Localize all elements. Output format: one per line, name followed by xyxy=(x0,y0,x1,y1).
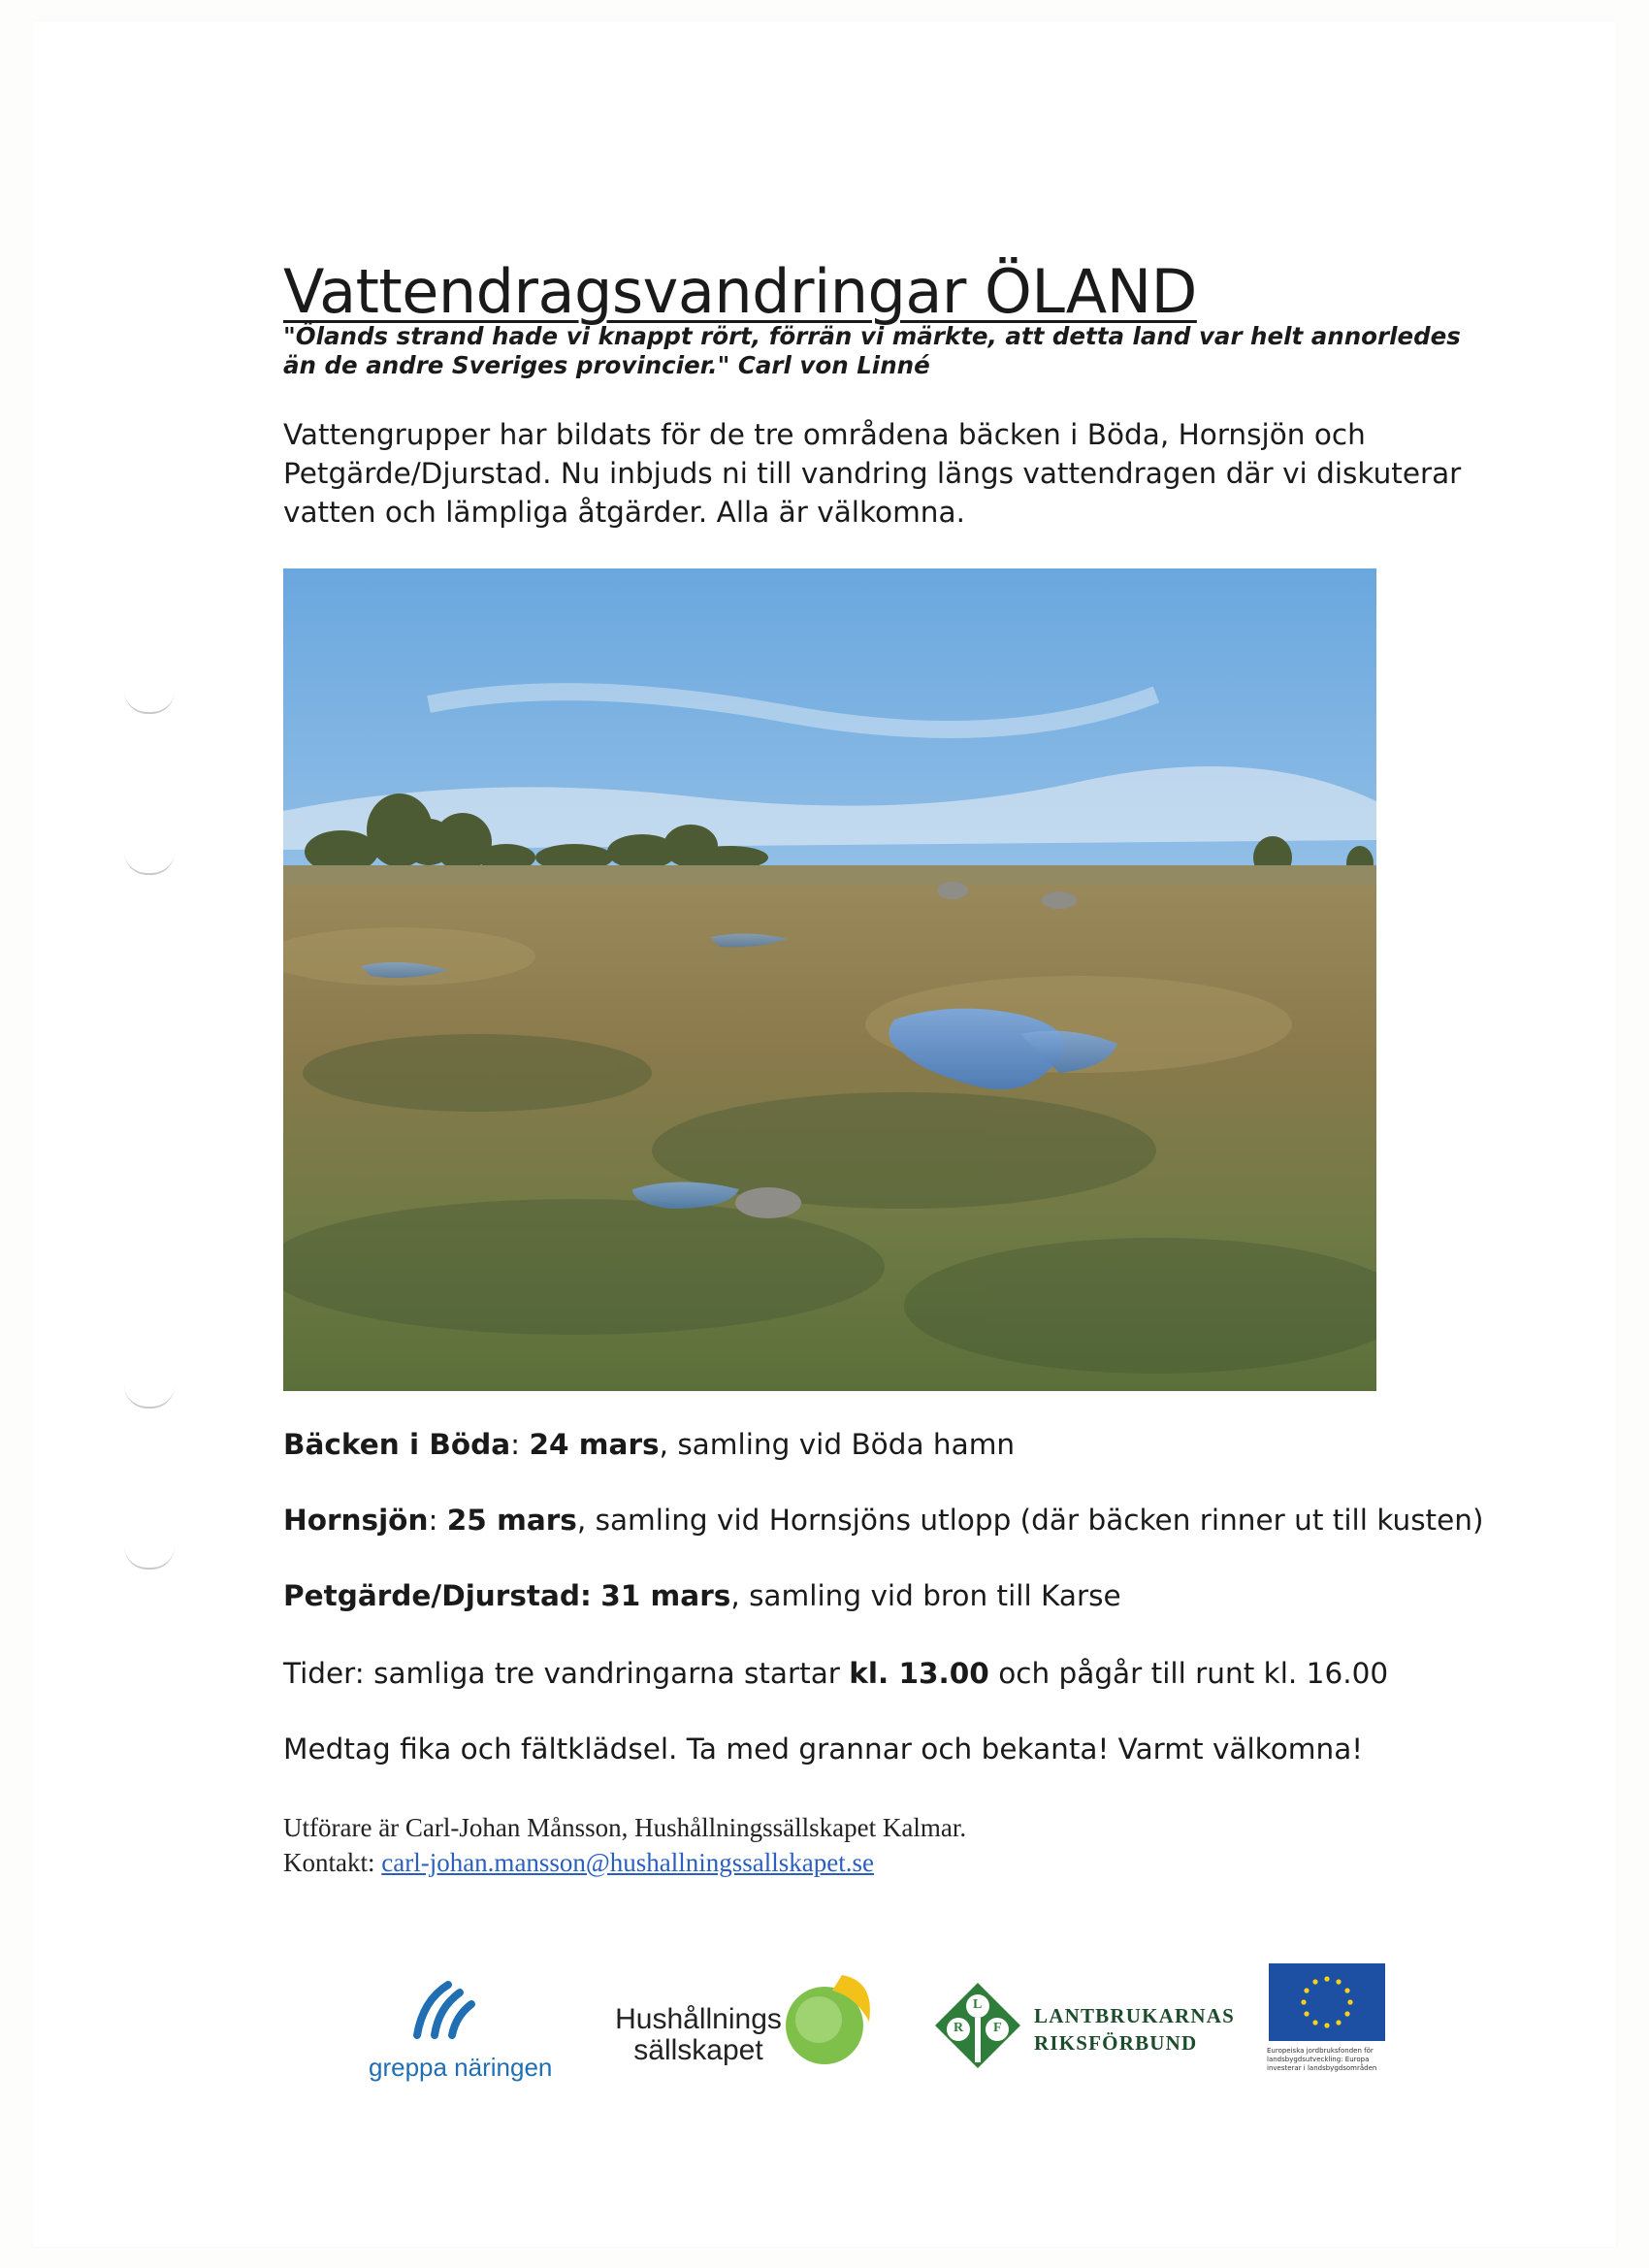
intro-paragraph: Vattengrupper har bildats för de tre områdena bäcken i Böda, Hornsjön och Petgärde/Djurstad. Nu inbjuds ni till vandring längs vattendragen där vi diskuterar vatten och lämpliga åtgärder. Alla är välkomna. xyxy=(283,418,1462,529)
times-prefix: Tider: samliga tre vandringarna startar xyxy=(283,1657,850,1690)
hush-emblem-icon xyxy=(774,1967,881,2074)
performer-line: Utförare är Carl-Johan Månsson, Hushållningssällskapet Kalmar. xyxy=(283,1813,967,1842)
event-hornsjon xyxy=(283,1504,1483,1537)
linne-quote: "Ölands strand hade vi knappt rört, förrän vi märkte, att detta land var helt annorledes än de andre Sveriges provincier." Carl von Linné xyxy=(283,322,1461,379)
lrf-label-line2: RIKSFÖRBUND xyxy=(1034,2031,1198,2055)
times-suffix: och pågår till runt kl. 16.00 xyxy=(988,1657,1389,1690)
lrf-letter: F xyxy=(993,2021,1002,2035)
event-petgarde xyxy=(283,1579,1121,1612)
lrf-logo xyxy=(931,1979,1242,2095)
eu-logo xyxy=(1267,1963,1397,2109)
event-place: Petgärde/Djurstad: xyxy=(283,1579,592,1612)
event-separator: : xyxy=(510,1428,530,1461)
hush-label xyxy=(611,2004,786,2066)
event-separator: : xyxy=(428,1504,447,1537)
event-place: Hornsjön xyxy=(283,1504,429,1537)
event-separator xyxy=(592,1579,600,1612)
event-date: 31 mars xyxy=(600,1579,731,1612)
greppa-label: greppa näringen xyxy=(369,2053,553,2082)
lrf-label xyxy=(1034,2002,1235,2057)
bring-line: Medtag fika och fältklädsel. Ta med grannar och bekanta! Varmt välkomna! xyxy=(283,1733,1364,1766)
event-boda xyxy=(283,1428,1015,1461)
hush-label-line2: sällskapet xyxy=(633,2034,763,2066)
times-line xyxy=(283,1657,1388,1690)
eu-flag-icon xyxy=(1269,1963,1385,2041)
landscape-photo xyxy=(283,568,1376,1391)
lrf-label-line1: LANTBRUKARNAS xyxy=(1034,2004,1235,2027)
page-title: Vattendragsvandringar ÖLAND xyxy=(283,255,1197,327)
contact-label: Kontakt: xyxy=(283,1848,382,1877)
event-date: 24 mars xyxy=(529,1428,660,1461)
event-meeting-point: , samling vid Hornsjöns utlopp (där bäcken rinner ut till kusten) xyxy=(576,1504,1484,1537)
eu-caption: Europeiska jordbruksfonden för landsbygdsutveckling: Europa investerar i landsbygdsområden xyxy=(1267,2047,1377,2072)
event-meeting-point: , samling vid Böda hamn xyxy=(659,1428,1016,1461)
contact-line xyxy=(283,1845,966,1880)
hushallningssallskapet-logo xyxy=(611,1960,892,2095)
event-date: 25 mars xyxy=(446,1504,577,1537)
event-place: Bäcken i Böda xyxy=(283,1428,511,1461)
lrf-letter: L xyxy=(973,1997,983,2012)
greppa-logo xyxy=(369,1979,563,2095)
hush-label-line1: Hushållnings xyxy=(615,2003,782,2035)
lrf-letters xyxy=(931,1979,1024,2072)
email-link[interactable]: carl-johan.mansson@hushallningssallskapet.se xyxy=(381,1848,875,1877)
lrf-letter: R xyxy=(954,2021,964,2035)
start-time: kl. 13.00 xyxy=(849,1657,989,1690)
event-meeting-point: , samling vid bron till Karse xyxy=(730,1579,1121,1612)
greppa-waves-icon xyxy=(409,1979,477,2039)
footer-contact xyxy=(283,1810,966,1880)
logo-row xyxy=(369,1960,1397,2115)
